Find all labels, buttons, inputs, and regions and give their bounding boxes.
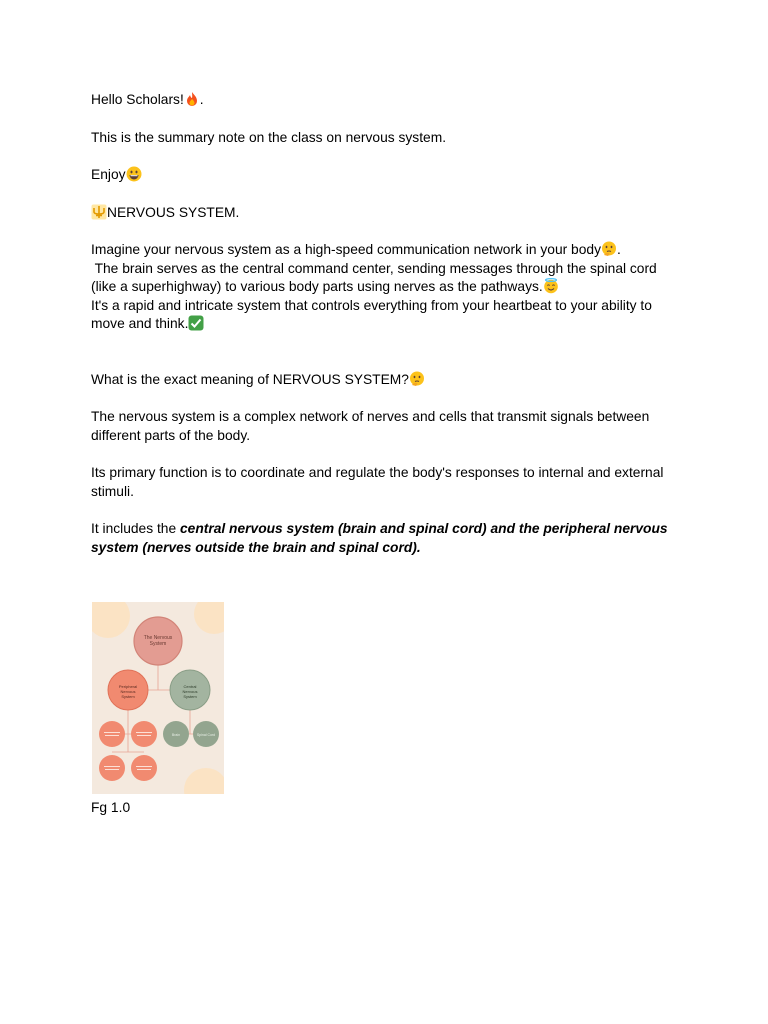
svg-text:Central: Central: [183, 684, 197, 689]
pns-child: [99, 755, 125, 781]
imagine-line-1: Imagine your nervous system as a high-speed communication network in your body: [91, 242, 601, 257]
thinking-face-icon: [409, 371, 425, 387]
svg-text:System: System: [183, 694, 197, 699]
figure-caption: Fg 1.0: [91, 800, 131, 815]
definition-paragraph: [91, 408, 681, 445]
imagine-paragraph: [91, 241, 681, 334]
svg-text:System: System: [121, 694, 135, 699]
pns-child: [99, 721, 125, 747]
imagine-line-1-end: .: [616, 242, 621, 257]
svg-text:Peripheral: Peripheral: [118, 684, 138, 689]
thinking-face-icon: [601, 241, 617, 257]
enjoy-paragraph: [91, 166, 681, 185]
question-paragraph: [91, 371, 681, 390]
svg-text:Brain: Brain: [171, 733, 181, 737]
intro-text: This is the summary note on the class on nervous system.: [91, 129, 447, 145]
halo-face-icon: [543, 278, 559, 294]
definition-line-2: different parts of the body.: [91, 427, 251, 443]
function-line-2: stimuli.: [91, 483, 134, 499]
includes-paragraph: [91, 520, 681, 557]
imagine-line-4: It's a rapid and intricate system that controls everything from your heartbeat to your ability to: [91, 297, 652, 313]
function-paragraph: [91, 464, 681, 501]
enjoy-text: Enjoy: [91, 167, 126, 182]
check-mark-icon: [188, 315, 204, 331]
definition-line-1: The nervous system is a complex network of nerves and cells that transmit signals between: [91, 409, 650, 424]
function-line-1: Its primary function is to coordinate and regulate the body's responses to internal and external: [91, 465, 664, 480]
fire-icon: [184, 91, 200, 107]
includes-prefix: It includes the: [91, 521, 180, 536]
includes-bold-line-2: system (nerves outside the brain and spinal cord).: [91, 539, 421, 555]
grinning-face-icon: [126, 166, 142, 182]
root-label-1: The Nervous: [143, 635, 173, 641]
pns-child: [131, 721, 157, 747]
intro-paragraph: [91, 129, 681, 148]
svg-text:Nervous: Nervous: [182, 689, 198, 694]
greeting-end: .: [199, 92, 204, 107]
imagine-line-3: (like a superhighway) to various body parts using nerves as the pathways.: [91, 279, 543, 294]
svg-text:Spinal Cord: Spinal Cord: [196, 733, 216, 737]
includes-bold-line-1: central nervous system (brain and spinal cord) and the peripheral nervous: [179, 521, 668, 536]
document-body: [91, 91, 681, 576]
heading-paragraph: [91, 204, 681, 223]
question-text: What is the exact meaning of NERVOUS SYSTEM?: [91, 371, 409, 387]
trident-icon: [91, 204, 107, 220]
section-heading: NERVOUS SYSTEM.: [107, 204, 240, 220]
greeting-text: Hello Scholars!: [91, 92, 184, 107]
imagine-line-5: move and think.: [91, 316, 189, 331]
imagine-line-2: The brain serves as the central command center, sending messages through the spinal cord: [91, 260, 657, 276]
root-label-2: System: [149, 641, 167, 647]
svg-text:Nervous: Nervous: [120, 689, 136, 694]
pns-child: [131, 755, 157, 781]
nervous-system-diagram: [92, 602, 224, 794]
greeting-paragraph: [91, 91, 681, 110]
